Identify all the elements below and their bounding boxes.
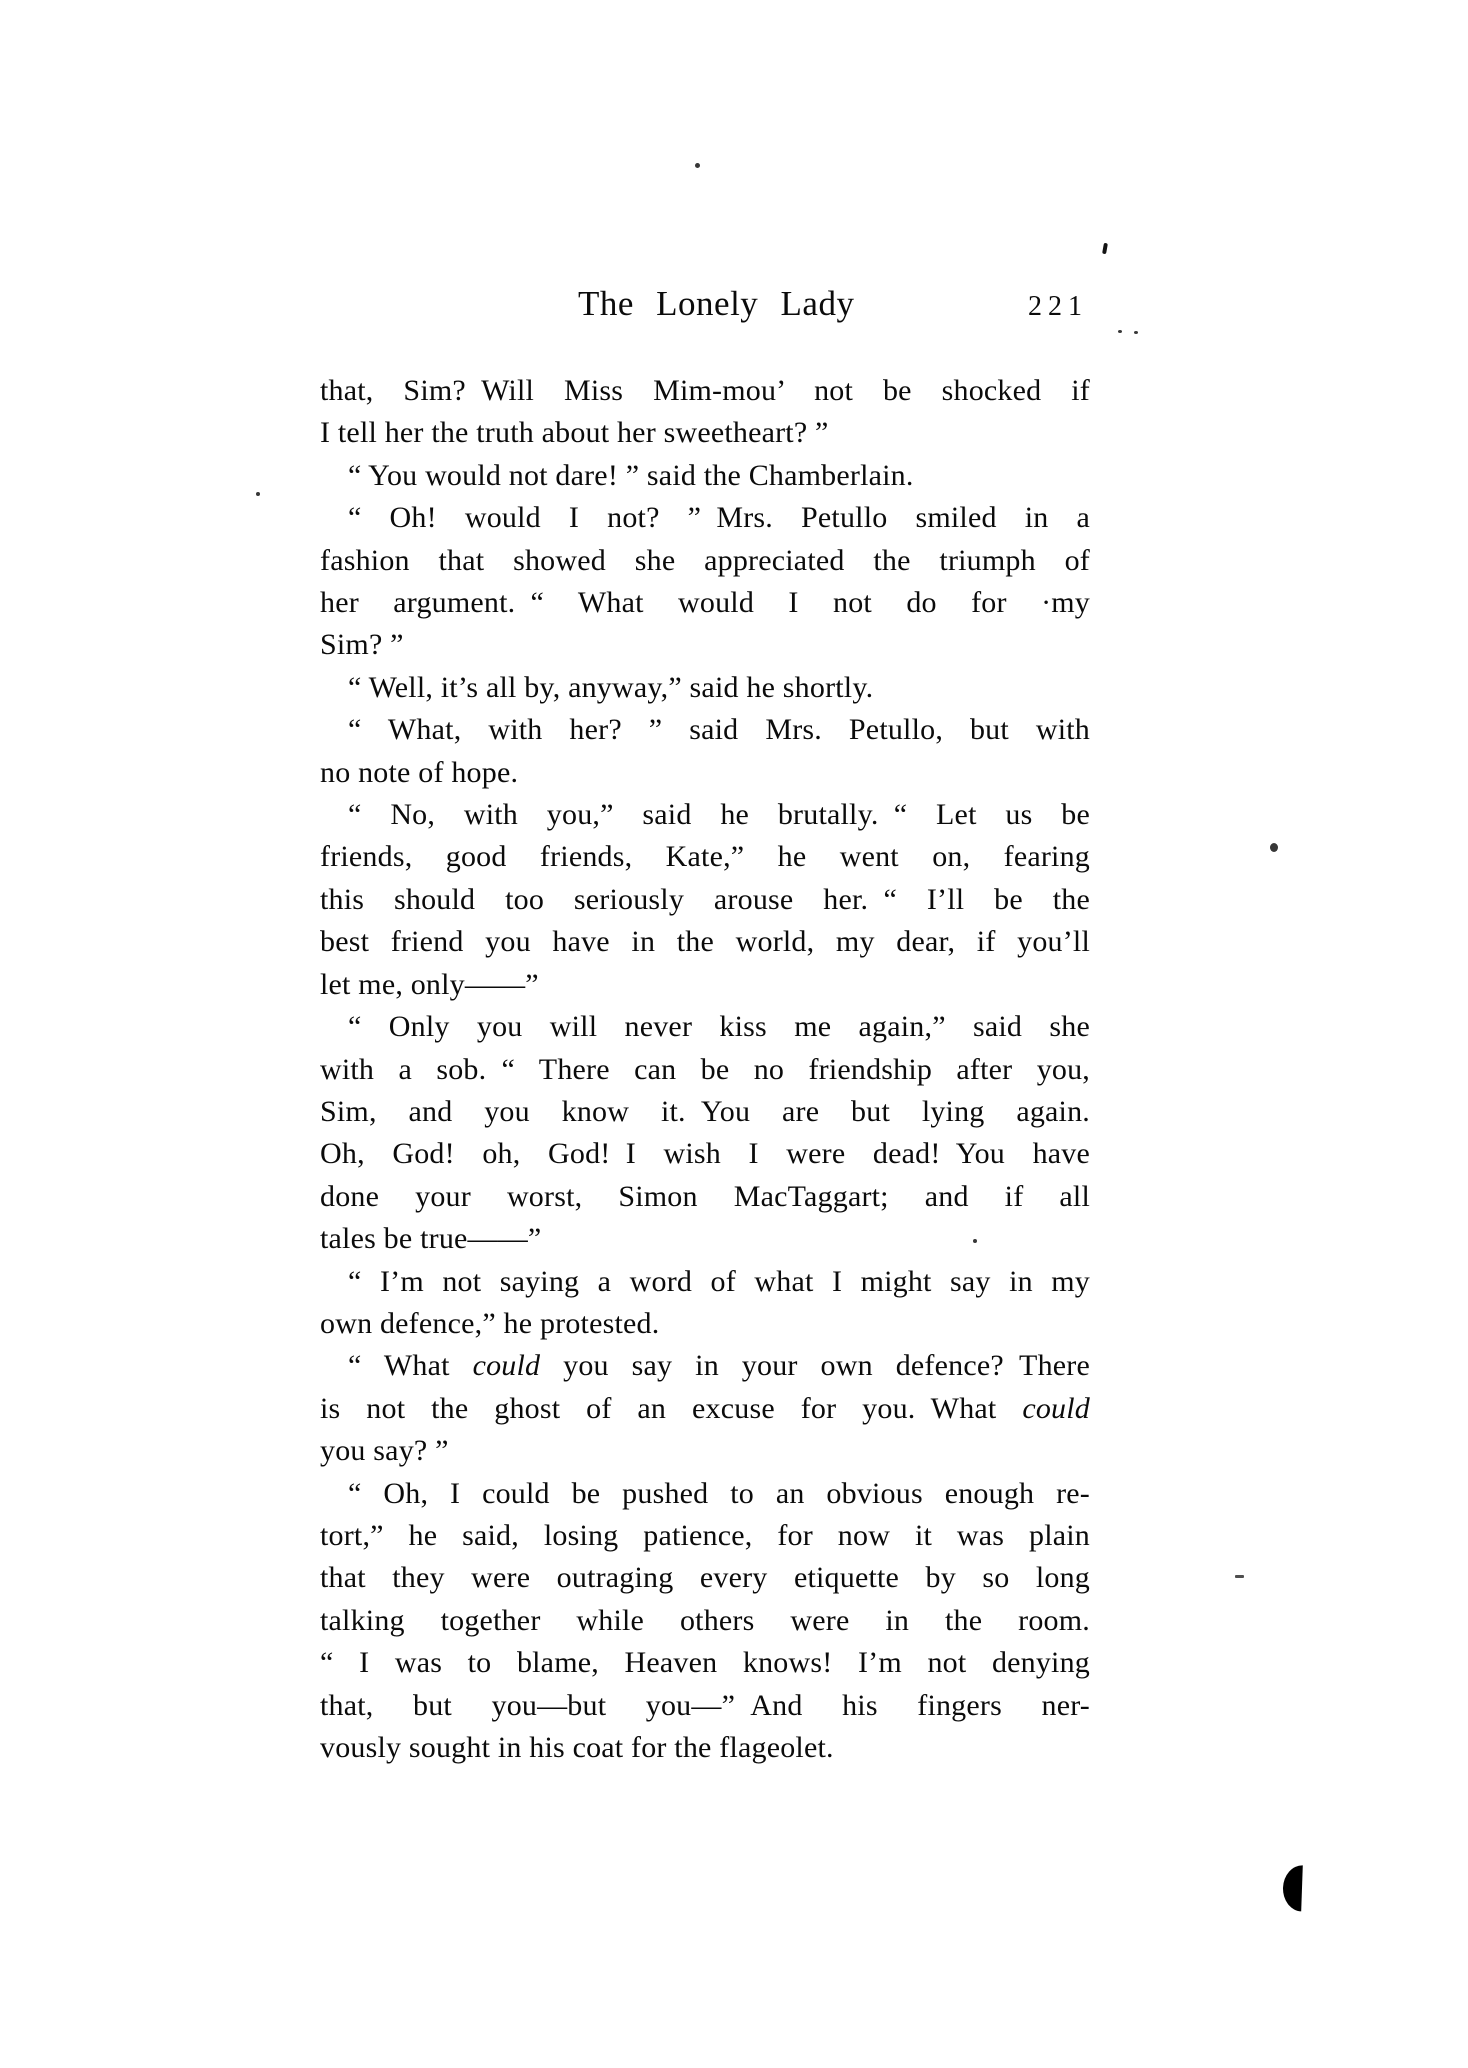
text-line: “ What, with her? ” said Mrs. Petullo, but with bbox=[348, 713, 1090, 747]
text-line: “ I’m not saying a word of what I might say in my bbox=[348, 1264, 1090, 1298]
text-line: vously sought in his coat for the flageolet. bbox=[320, 1731, 834, 1764]
speck-right-upper-b bbox=[1134, 331, 1138, 334]
text-line: “ Oh! would I not? ” Mrs. Petullo smiled in a bbox=[348, 501, 1090, 535]
text-line: Oh, God! oh, God! I wish I were dead! You have bbox=[320, 1137, 1090, 1171]
text-line: “ Well, it’s all by, anyway,” said he shortly. bbox=[348, 670, 874, 704]
text-line: that, but you—but you—” And his fingers ner- bbox=[320, 1688, 1090, 1722]
text-line: “ Only you will never kiss me again,” said she bbox=[348, 1010, 1090, 1044]
speck-top-center bbox=[695, 163, 700, 168]
paragraph bbox=[320, 497, 1090, 667]
body-text bbox=[320, 370, 1090, 1769]
text-line: “ No, with you,” said he brutally. “ Let us be bbox=[348, 798, 1090, 832]
paragraph bbox=[320, 1345, 1090, 1472]
text-line: tort,” he said, losing patience, for now it was plain bbox=[320, 1518, 1090, 1552]
text-line: that, Sim? Will Miss Mim-mou’ not be shocked if bbox=[320, 374, 1090, 407]
text-line: her argument. “ What would I not do for ·my bbox=[320, 586, 1090, 620]
page-number: 221 bbox=[1028, 291, 1088, 322]
paragraph bbox=[320, 455, 1090, 497]
text-line: “ I was to blame, Heaven knows! I’m not denying bbox=[320, 1646, 1090, 1680]
text-line: friends, good friends, Kate,” he went on, fearing bbox=[320, 840, 1090, 874]
paragraph bbox=[320, 370, 1090, 455]
text-line: own defence,” he protested. bbox=[320, 1306, 660, 1340]
paragraph bbox=[320, 1261, 1090, 1346]
text-line: best friend you have in the world, my dear, if you’ll bbox=[320, 925, 1090, 959]
text-line: talking together while others were in the room. bbox=[320, 1603, 1090, 1637]
text-line: tales be true——” bbox=[320, 1222, 542, 1256]
running-head-title: The Lonely Lady bbox=[578, 284, 855, 323]
dash-right-margin bbox=[1235, 1575, 1244, 1578]
paragraph bbox=[320, 709, 1090, 794]
text-line: no note of hope. bbox=[320, 755, 519, 789]
text-line: with a sob. “ There can be no friendship after you, bbox=[320, 1052, 1090, 1086]
text-line: done your worst, Simon MacTaggart; and if all bbox=[320, 1179, 1090, 1213]
text-line: that they were outraging every etiquette by so long bbox=[320, 1561, 1090, 1595]
speck-right-upper-a bbox=[1118, 330, 1122, 333]
text-line: is not the ghost of an excuse for you. What could bbox=[320, 1391, 1090, 1425]
text-line: I tell her the truth about her sweetheart? ” bbox=[320, 416, 829, 450]
text-line: “ Oh, I could be pushed to an obvious enough re- bbox=[348, 1476, 1090, 1510]
text-line: Sim? ” bbox=[320, 628, 404, 662]
paragraph bbox=[320, 794, 1090, 1006]
ink-blob-bottom-right bbox=[1282, 1865, 1303, 1912]
tick-top-right bbox=[1102, 243, 1108, 255]
paragraph bbox=[320, 667, 1090, 709]
text-line: “ You would not dare! ” said the Chamberlain. bbox=[348, 458, 914, 492]
text-line: this should too seriously arouse her. “ I’ll be the bbox=[320, 882, 1090, 916]
speck-left-margin bbox=[256, 492, 260, 496]
dot-right-margin bbox=[1270, 843, 1278, 852]
paragraph bbox=[320, 1473, 1090, 1770]
text-line: let me, only——” bbox=[320, 967, 539, 1001]
text-line: fashion that showed she appreciated the triumph of bbox=[320, 543, 1090, 577]
paragraph bbox=[320, 1006, 1090, 1260]
text-line: Sim, and you know it. You are but lying again. bbox=[320, 1094, 1090, 1128]
text-line: you say? ” bbox=[320, 1434, 449, 1468]
text-line: “ What could you say in your own defence? There bbox=[348, 1349, 1091, 1383]
